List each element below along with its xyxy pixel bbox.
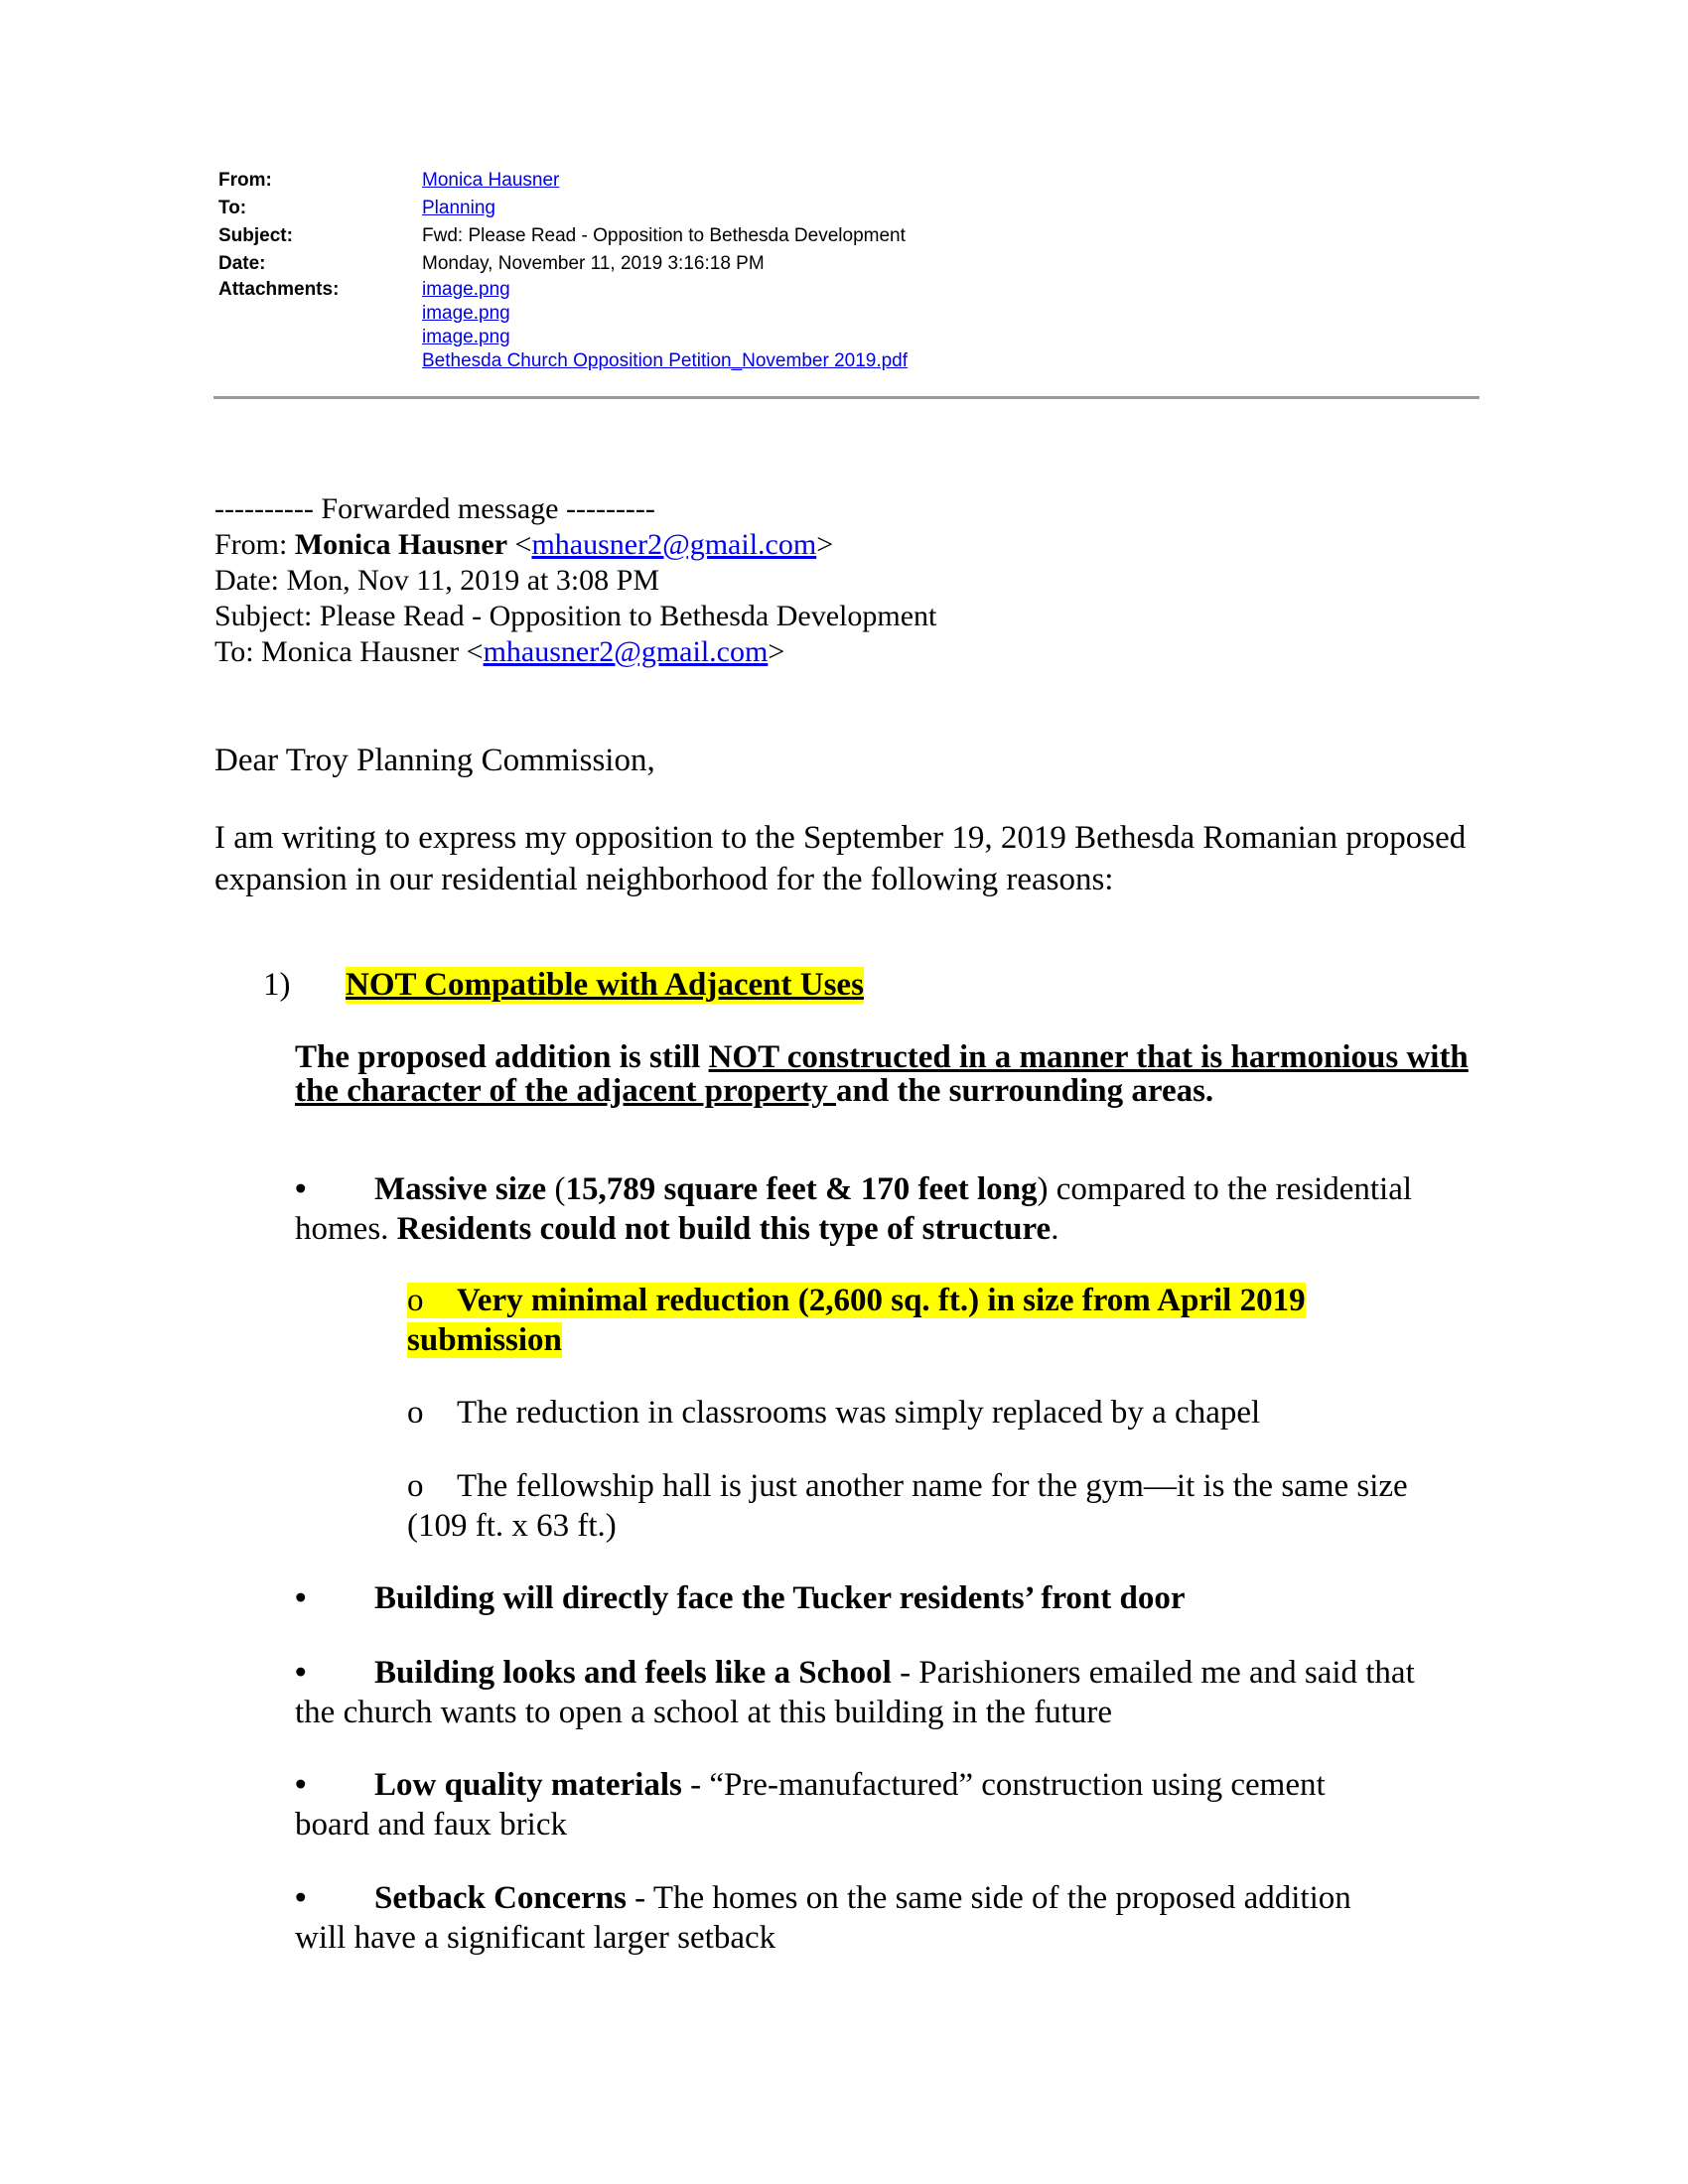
forwarded-from: From: Monica Hausner <mhausner2@gmail.com> (214, 528, 834, 561)
bullet-dot: • (295, 1767, 307, 1803)
attachment-link[interactable]: Bethesda Church Opposition Petition_November 2019.pdf (422, 350, 909, 371)
email-header (218, 167, 908, 373)
sub-item: o Very minimal reduction (2,600 sq. ft.) in size from April 2019 submission (407, 1283, 1306, 1358)
attachments-label: Attachments: (218, 279, 340, 300)
subject-row (218, 222, 908, 250)
subject-value: Fwd: Please Read - Opposition to Bethesda Development (422, 225, 906, 246)
sub-marker: o (407, 1283, 424, 1318)
header-divider (213, 396, 1479, 399)
attachments-row (218, 278, 908, 373)
sub-marker: o (407, 1468, 424, 1504)
subject-label: Subject: (218, 225, 293, 246)
forwarded-date: Date: Mon, Nov 11, 2019 at 3:08 PM (214, 564, 660, 597)
bullet-item: • Building will directly face the Tucker residents’ front door (295, 1580, 1186, 1616)
email-link[interactable]: mhausner2@gmail.com (483, 635, 769, 668)
forwarded-from-name: Monica Hausner (294, 528, 508, 561)
forwarded-subject: Subject: Please Read - Opposition to Bethesda Development (214, 600, 937, 632)
attachment-link[interactable]: image.png (422, 279, 510, 300)
to-row (218, 195, 908, 222)
reason-title: NOT Compatible with Adjacent Uses (346, 967, 864, 1003)
attachment-link[interactable]: image.png (422, 303, 510, 324)
bullet-dot: • (295, 1171, 307, 1207)
from-row (218, 167, 908, 195)
to-label: To: (218, 198, 247, 218)
date-value: Monday, November 11, 2019 3:16:18 PM (422, 253, 765, 274)
reason-heading (263, 967, 864, 1004)
sub-marker: o (407, 1395, 424, 1431)
to-link[interactable]: Planning (422, 198, 495, 218)
sub-item: o The fellowship hall is just another name for the gym—it is the same size (109 ft. x 63 ft.) (407, 1468, 1408, 1544)
forwarded-to: To: Monica Hausner <mhausner2@gmail.com> (214, 635, 785, 668)
bullet-item: • Building looks and feels like a School - Parishioners emailed me and said that the church wants to open a school at this building in the future (295, 1655, 1415, 1730)
greeting: Dear Troy Planning Commission, (214, 743, 655, 778)
email-link[interactable]: mhausner2@gmail.com (531, 528, 817, 561)
forwarded-block (214, 491, 936, 670)
bullet-item: • Setback Concerns - The homes on the same side of the proposed addition will have a significant larger setback (295, 1880, 1351, 1956)
attachments-list (422, 278, 908, 373)
date-row (218, 250, 908, 278)
from-link[interactable]: Monica Hausner (422, 170, 560, 191)
sub-item: o The reduction in classrooms was simply replaced by a chapel (407, 1395, 1261, 1431)
bullet-dot: • (295, 1580, 307, 1616)
bullet-item: • Massive size (15,789 square feet & 170 feet long) compared to the residential homes. Residents could not build this type of structure. (295, 1171, 1413, 1247)
bullet-item: • Low quality materials - “Pre-manufactured” construction using cement board and faux brick (295, 1767, 1326, 1843)
intro-paragraph: I am writing to express my opposition to the September 19, 2019 Bethesda Romanian proposed expansion in our residential neighborhood for the following reasons: (214, 820, 1467, 897)
from-label: From: (218, 170, 272, 191)
forwarded-banner: ---------- Forwarded message --------- (214, 492, 655, 525)
bullet-dot: • (295, 1655, 307, 1691)
reason-paragraph: The proposed addition is still NOT constructed in a manner that is harmonious with the character of the adjacent property and the surrounding areas. (295, 1039, 1469, 1109)
attachment-link[interactable]: image.png (422, 327, 510, 347)
bullet-dot: • (295, 1880, 307, 1916)
date-label: Date: (218, 253, 266, 274)
reason-number: 1) (263, 967, 291, 1003)
